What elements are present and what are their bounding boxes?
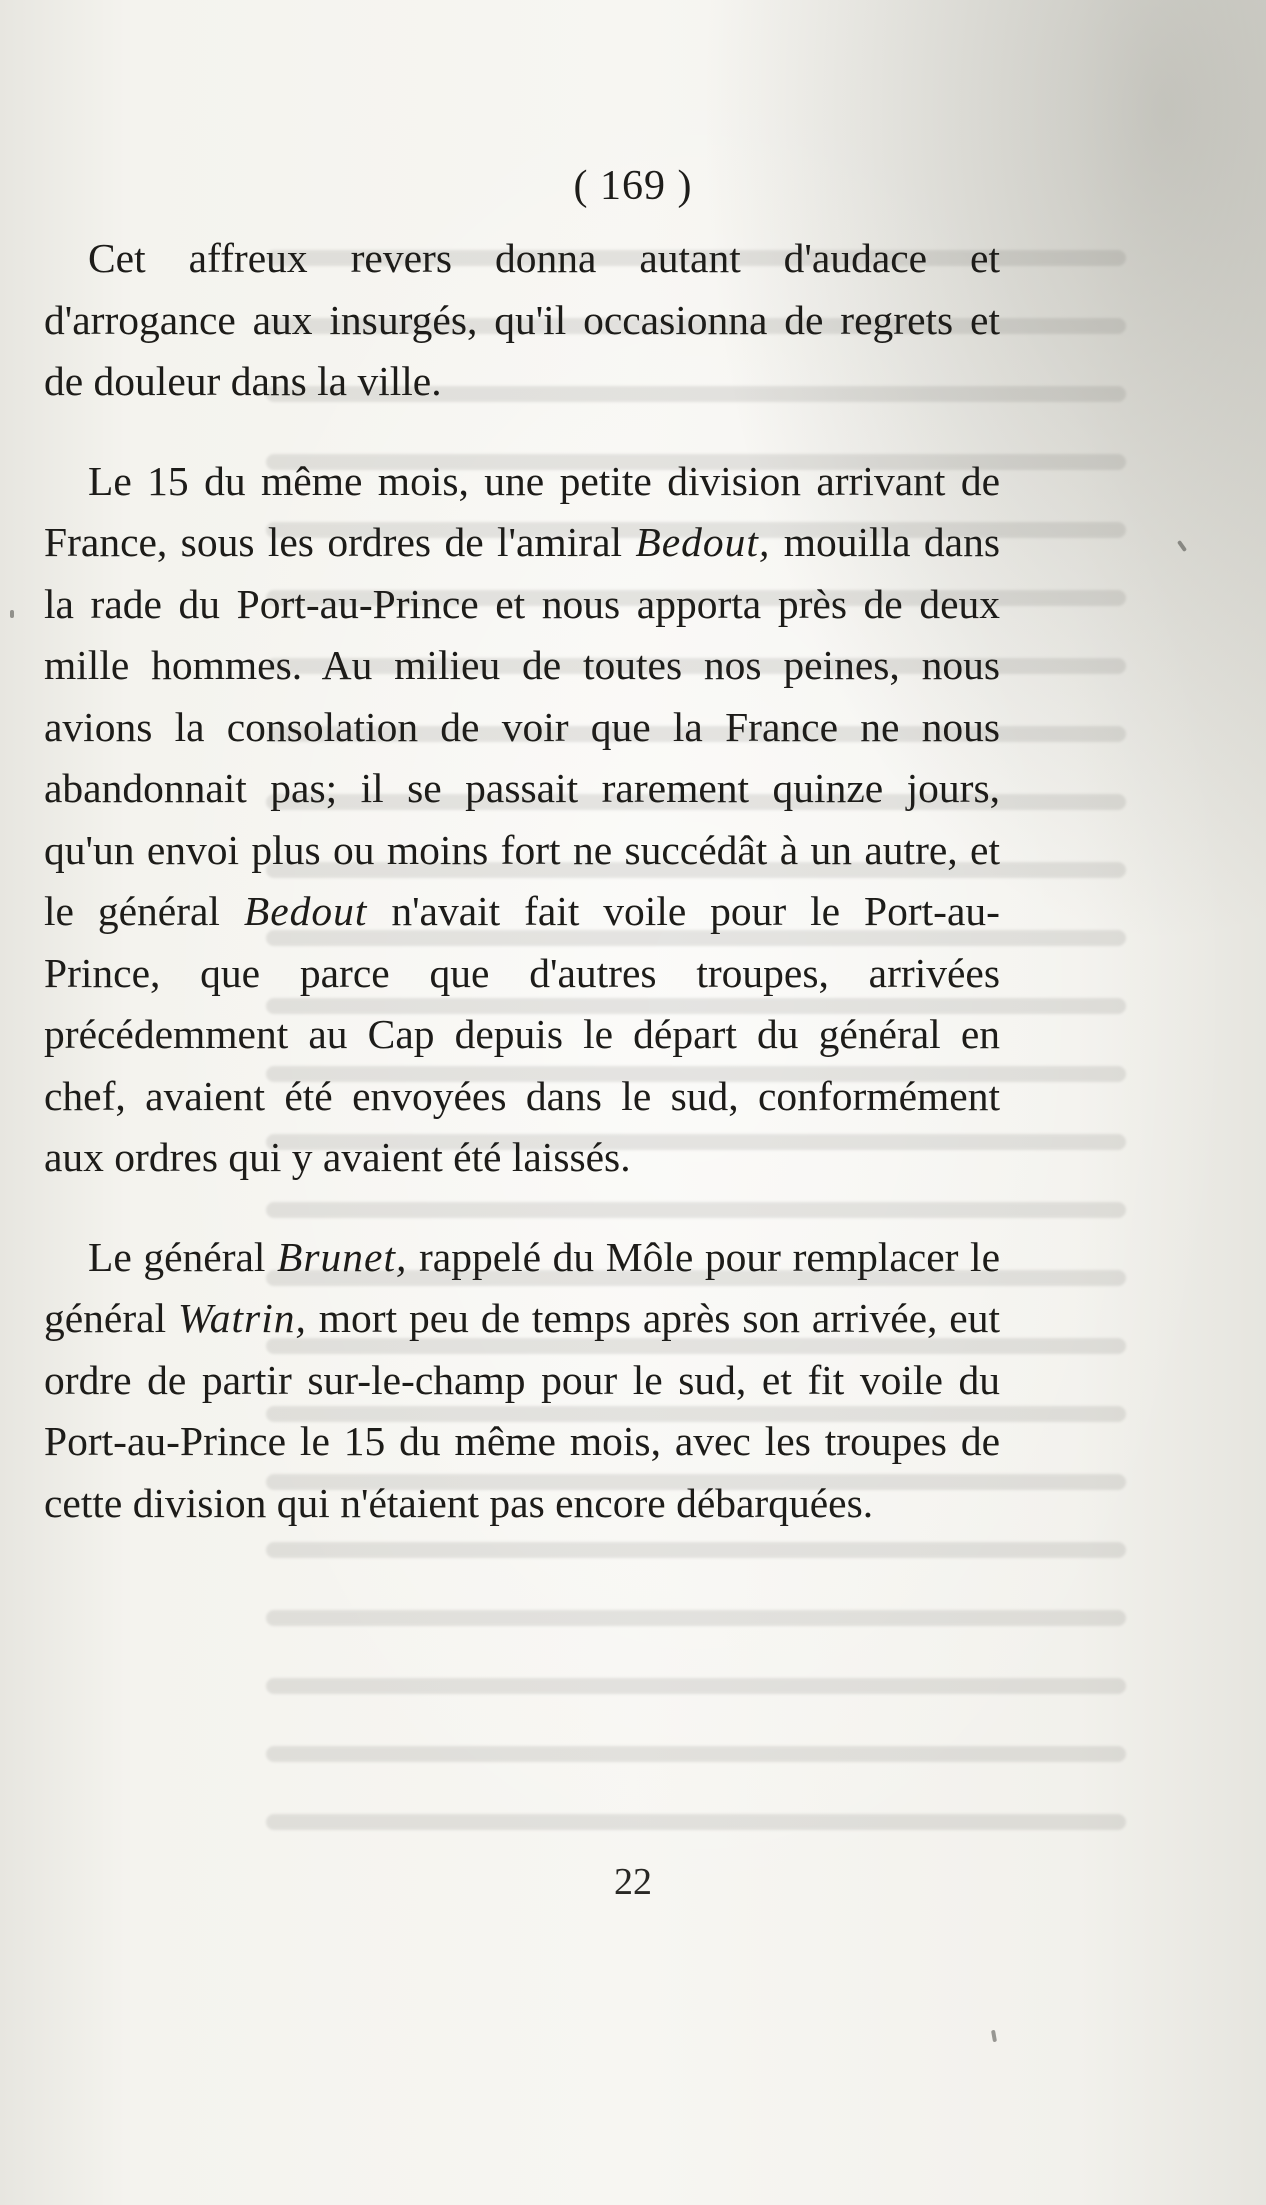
italic-name: Watrin, [178, 1295, 307, 1341]
paragraph [44, 228, 1000, 413]
body-text [44, 228, 1000, 1534]
page-number: ( 169 ) [573, 163, 693, 209]
italic-name: Bedout [243, 888, 368, 934]
paragraph [44, 451, 1000, 1189]
italic-name: Bedout, [635, 519, 771, 565]
paragraph [44, 1227, 1000, 1535]
paper-speck [1177, 540, 1187, 552]
text-run: mort peu de temps après son arrivée, eut ordre de partir sur-le-champ pour le sud, et fit voile du Port-au-Prince le 15 du même mois, avec les troupes de cette division qui n'étaient pas encore débarquées. [44, 1295, 1001, 1526]
text-run: mouilla dans la rade du Port-au-Prince et nous apporta près de deux mille hommes. Au milieu de toutes nos peines, nous avions la consolation de voir que la France ne nous abandonnait pas; il se passait rarement quinze jours, qu'un envoi plus ou moins fort ne succédât à un autre, et le général [44, 519, 1000, 934]
italic-name: Brunet, [277, 1233, 408, 1280]
signature-mark: 22 [614, 1861, 652, 1903]
paper-speck [10, 610, 14, 618]
paper-speck [991, 2030, 997, 2043]
text-run: Le 15 du même mois, une petite division arrivant de France, sous les ordres de l'amiral [44, 457, 1000, 565]
text-run: Le général [88, 1233, 278, 1280]
text-run: rappelé du Môle pour remplacer le général [44, 1233, 1000, 1341]
text-run: Cet affreux revers donna autant d'audace et d'arrogance aux insurgés, qu'il occasionna de regrets et de douleur dans la ville. [44, 235, 1000, 404]
text-run: n'avait fait voile pour le Port-au-Prince, que parce que d'autres troupes, arrivées précédemment au Cap depuis le départ du général en chef, avaient été envoyées dans le sud, conformément aux ordres qui y avaient été laissés. [44, 888, 1000, 1180]
